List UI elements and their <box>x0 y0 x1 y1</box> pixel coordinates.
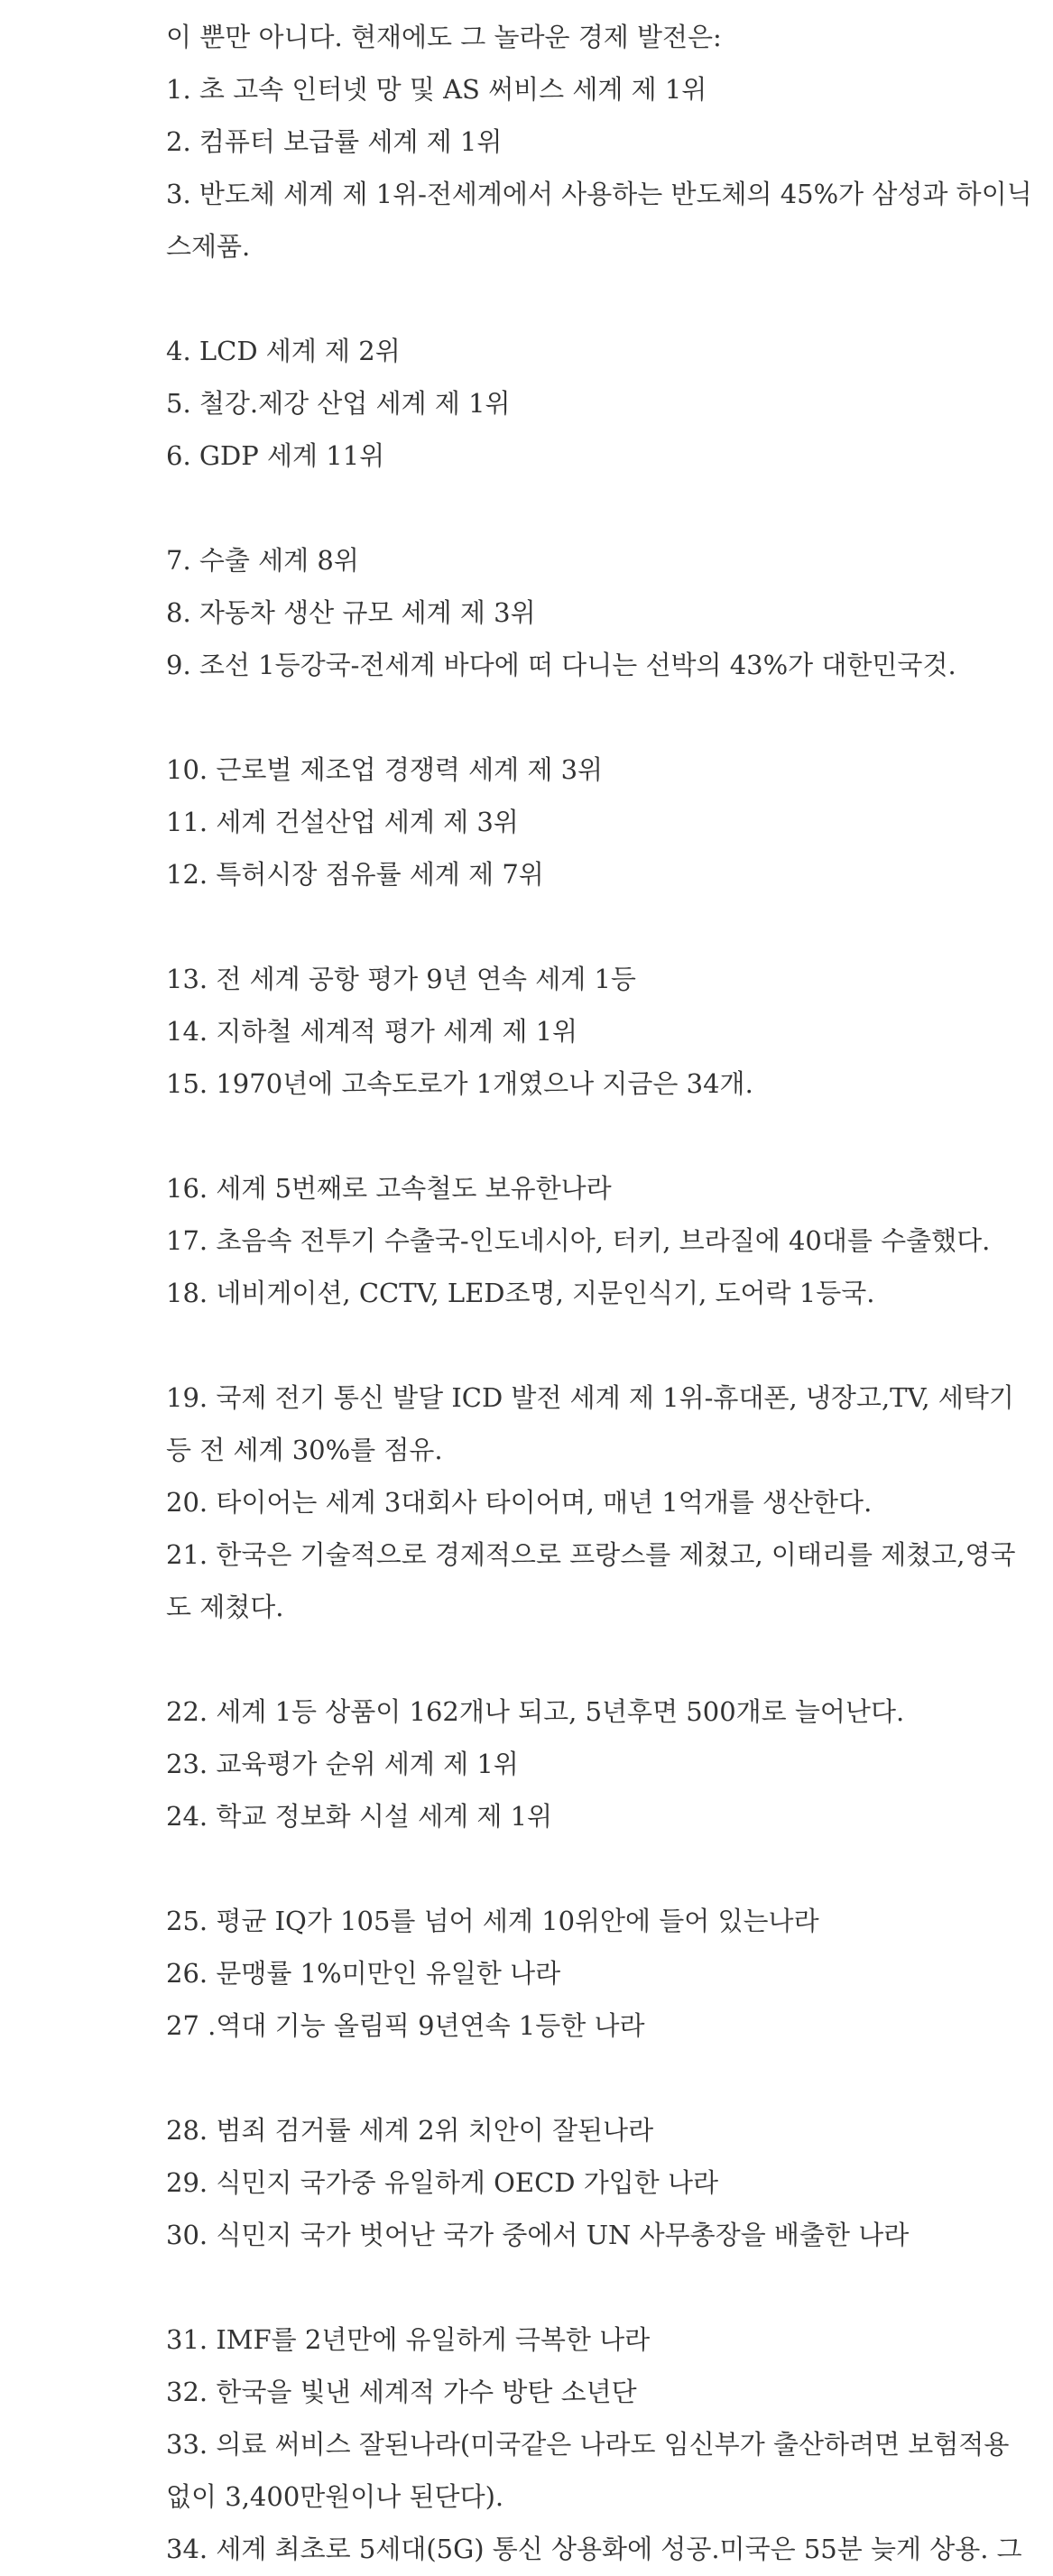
article-body <box>166 11 1032 2575</box>
list-item: 26. 문맹률 1%미만인 유일한 나라 <box>166 1958 561 1989</box>
list-item: 28. 범죄 검거률 세계 2위 치안이 잘된나라 <box>166 2115 654 2146</box>
list-item: 13. 전 세계 공항 평가 9년 연속 세계 1등 <box>166 964 636 994</box>
list-item: 4. LCD 세계 제 2위 <box>166 336 401 366</box>
paragraph-gap <box>166 272 1032 325</box>
list-item: 17. 초음속 전투기 수출국-인도네시아, 터키, 브라질에 40대를 수출했다. <box>166 1225 991 1256</box>
paragraph-gap <box>166 2261 1032 2313</box>
paragraph-gap <box>166 1633 1032 1685</box>
list-item: 25. 평균 IQ가 105를 넘어 세계 10위안에 들어 있는나라 <box>166 1906 819 1936</box>
list-item: 16. 세계 5번째로 고속철도 보유한나라 <box>166 1173 612 1204</box>
paragraph-gap <box>166 1110 1032 1162</box>
list-item: 29. 식민지 국가중 유일하게 OECD 가입한 나라 <box>166 2167 719 2198</box>
paragraph-gap <box>166 482 1032 534</box>
paragraph-gap <box>166 1319 1032 1371</box>
list-item: 7. 수출 세계 8위 <box>166 545 359 576</box>
list-item: 31. IMF를 2년만에 유일하게 극복한 나라 <box>166 2324 651 2355</box>
intro-text: 이 뿐만 아니다. 현재에도 그 놀라운 경제 발전은: <box>166 22 722 52</box>
list-item: 8. 자동차 생산 규모 세계 제 3위 <box>166 597 536 628</box>
paragraph-gap <box>166 900 1032 953</box>
list-item: 10. 근로벌 제조업 경쟁력 세계 제 3위 <box>166 754 604 785</box>
list-item: 21. 한국은 기술적으로 경제적으로 프랑스를 제쳤고, 이태리를 제쳤고,영국도 제쳤다. <box>166 1539 1016 1622</box>
list-item: 15. 1970년에 고속도로가 1개였으나 지금은 34개. <box>166 1068 753 1099</box>
list-item: 1. 초 고속 인터넷 망 및 AS 써비스 세계 제 1위 <box>166 74 707 105</box>
list-item: 27 .역대 기능 올림픽 9년연속 1등한 나라 <box>166 2010 645 2041</box>
list-item: 14. 지하철 세계적 평가 세계 제 1위 <box>166 1016 578 1047</box>
list-item: 5. 철강.제강 산업 세계 제 1위 <box>166 388 511 419</box>
list-item: 3. 반도체 세계 제 1위-전세계에서 사용하는 반도체의 45%가 삼성과 하이닉스제품. <box>166 179 1032 262</box>
list-item: 24. 학교 정보화 시설 세계 제 1위 <box>166 1801 553 1832</box>
list-item: 23. 교육평가 순위 세계 제 1위 <box>166 1749 519 1779</box>
list-item: 20. 타이어는 세계 3대회사 타이어며, 매년 1억개를 생산한다. <box>166 1487 873 1518</box>
list-item: 9. 조선 1등강국-전세계 바다에 떠 다니는 선박의 43%가 대한민국것. <box>166 650 956 680</box>
list-item: 6. GDP 세계 11위 <box>166 440 385 471</box>
list-item: 33. 의료 써비스 잘된나라(미국같은 나라도 임신부가 출산하려면 보험적용없이 3,400만원이나 된단다). <box>166 2429 1010 2512</box>
list-item: 32. 한국을 빛낸 세계적 가수 방탄 소년단 <box>166 2377 637 2407</box>
list-item: 12. 특허시장 점유률 세계 제 7위 <box>166 859 544 890</box>
paragraph-gap <box>166 691 1032 743</box>
paragraph-gap <box>166 2052 1032 2104</box>
list-item: 34. 세계 최초로 5세대(5G) 통신 상용화에 성공.미국은 55분 늦게 상용. 그 <box>166 2534 1022 2564</box>
list-item: 19. 국제 전기 통신 발달 ICD 발전 세계 제 1위-휴대폰, 냉장고,TV, 세탁기등 전 세계 30%를 점유. <box>166 1382 1014 1465</box>
list-item: 11. 세계 건설산업 세계 제 3위 <box>166 807 519 837</box>
list-item: 18. 네비게이션, CCTV, LED조명, 지문인식기, 도어락 1등국. <box>166 1278 875 1308</box>
list-item: 22. 세계 1등 상품이 162개나 되고, 5년후면 500개로 늘어난다. <box>166 1696 905 1727</box>
paragraph-gap <box>166 1842 1032 1895</box>
list-item: 2. 컴퓨터 보급률 세계 제 1위 <box>166 126 503 157</box>
list-item: 30. 식민지 국가 벗어난 국가 중에서 UN 사무총장을 배출한 나라 <box>166 2220 910 2250</box>
